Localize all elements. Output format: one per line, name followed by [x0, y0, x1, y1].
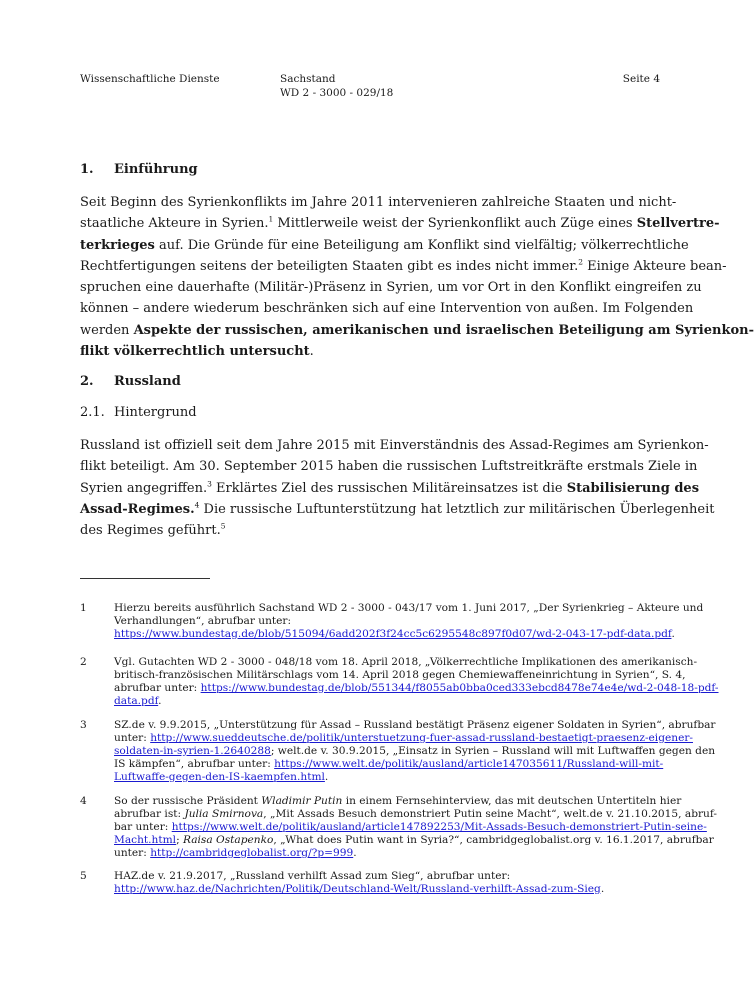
footnote-link[interactable]: https://www.welt.de/politik/ausland/article147035611/Russland-will-mit- — [274, 757, 664, 770]
footnote-link[interactable]: https://www.bundestag.de/blob/551344/f8055ab0bba0ced333ebcd8478e74e4e/wd-2-048-18-pdf- — [200, 681, 719, 694]
footnote-number: 4 — [80, 795, 87, 807]
footnote-line: Verhandlungen“, abrufbar unter: — [114, 614, 292, 627]
footnote-link[interactable]: http://www.sueddeutsche.de/politik/unterstuetzung-fuer-assad-russland-bestaetigt-praesenz-eigener- — [150, 731, 693, 744]
subsection-2-1-heading — [80, 405, 197, 420]
footnote-line: britisch-französischen Militärschlags vom 14. April 2018 gegen Chemiewaffeneinrichtung in Syrien“, S. 4, — [114, 668, 686, 681]
footnote-ref[interactable]: 1 — [268, 214, 274, 224]
footnote-line: Hierzu bereits ausführlich Sachstand WD 2 - 3000 - 043/17 vom 1. Juni 2017, „Der Syrienkrieg – Akteure und — [114, 602, 704, 614]
footnote-line: https://www.bundestag.de/blob/515094/6add202f3f24cc5c6295548c897f0d07/wd-2-043-17-pdf-data.pdf. — [114, 627, 675, 640]
text-line: flikt völkerrechtlich untersucht. — [80, 344, 314, 360]
footnote-link[interactable]: https://www.bundestag.de/blob/515094/6add202f3f24cc5c6295548c897f0d07/wd-2-043-17-pdf-data.pdf — [114, 627, 672, 640]
footnote-3 — [80, 719, 716, 784]
footnote-link[interactable]: https://www.welt.de/politik/ausland/article147892253/Mit-Assads-Besuch-demonstriert-Putin-seine- — [171, 820, 707, 833]
footnote-ref[interactable]: 3 — [207, 479, 212, 489]
footnote-ref[interactable]: 5 — [220, 521, 226, 531]
footnote-link[interactable]: soldaten-in-syrien-1.2640288 — [114, 744, 271, 757]
footnote-link[interactable]: http://www.haz.de/Nachrichten/Politik/Deutschland-Welt/Russland-verhilft-Assad-zum-Sieg — [114, 882, 601, 895]
footnote-line: IS kämpfen“, abrufbar unter: https://www.welt.de/politik/ausland/article147035611/Russland-will-mit- — [114, 757, 664, 770]
footnote-line: So der russische Präsident Wladimir Putin in einem Fernsehinterview, das mit deutschen Untertiteln hier — [114, 795, 682, 807]
footnote-ref[interactable]: 4 — [194, 500, 200, 510]
header-doc-info — [280, 72, 393, 100]
footnote-link[interactable]: data.pdf — [114, 694, 159, 707]
footnote-4 — [80, 795, 717, 860]
footnote-line: SZ.de v. 9.9.2015, „Unterstützung für Assad – Russland bestätigt Präsenz eigener Soldaten in Syrien“, abrufbar — [114, 719, 716, 731]
text-line: Syrien angegriffen.$^3$ Erklärtes Ziel des russischen Militäreinsatzes ist die Stabilisierung des — [80, 479, 700, 496]
footnote-ref[interactable]: 2 — [578, 257, 583, 267]
section-title: Russland — [114, 374, 181, 389]
footnote-number: 2 — [80, 656, 87, 668]
footnote-line: Luftwaffe-gegen-den-IS-kaempfen.html. — [114, 770, 329, 783]
text-line: des Regimes geführt.$^5$ — [80, 521, 226, 539]
subsection-title: Hintergrund — [114, 405, 197, 420]
section-1-paragraph — [80, 192, 754, 362]
text-line: Rechtfertigungen seitens der beteiligten Staaten gibt es indes nicht immer.$^2$ Einige Akteure bean- — [80, 257, 727, 274]
footnote-2 — [80, 656, 719, 708]
footnote-line: abrufbar ist: Julia Smirnova, „Mit Assads Besuch demonstriert Putin seine Macht“, welt.de v. 21.10.2015, abruf- — [114, 807, 717, 820]
footnote-line: data.pdf. — [114, 694, 162, 707]
text-line: Assad-Regimes.$^4$ Die russische Luftunterstützung hat letztlich zur militärischen Überlegenheit — [80, 500, 715, 517]
footnote-link[interactable]: Macht.html — [114, 833, 177, 846]
footnote-separator — [80, 578, 210, 579]
text-line: spruchen eine dauerhafte (Militär-)Präsenz in Syrien, um vor Ort in den Konflikt eingreifen zu — [80, 280, 702, 296]
footnote-number: 1 — [80, 602, 87, 614]
footnote-number: 5 — [80, 870, 87, 882]
text-line: terkrieges auf. Die Gründe für eine Beteiligung am Konflikt sind vielfältig; völkerrechtliche — [80, 237, 689, 253]
text-line: flikt beteiligt. Am 30. September 2015 haben die russischen Luftstreitkräfte erstmals Ziele in — [80, 459, 698, 475]
footnote-line: bar unter: https://www.welt.de/politik/ausland/article147892253/Mit-Assads-Besuch-demonstriert-Putin-seine- — [114, 820, 707, 833]
footnote-5 — [80, 870, 660, 896]
footnote-link[interactable]: Luftwaffe-gegen-den-IS-kaempfen.html — [114, 770, 325, 783]
header-department: Wissenschaftliche Dienste — [80, 73, 220, 85]
footnote-line: soldaten-in-syrien-1.2640288; welt.de v. 30.9.2015, „Einsatz in Syrien – Russland will mit Luftwaffen gegen den — [114, 744, 716, 757]
footnote-line: http://www.haz.de/Nachrichten/Politik/Deutschland-Welt/Russland-verhilft-Assad-zum-Sieg. — [114, 882, 605, 895]
footnote-line: Macht.html; Raisa Ostapenko, „What does Putin want in Syria?“, cambridgeglobalist.org v. 16.1.2017, abrufbar — [114, 833, 714, 846]
subsection-number: 2.1. — [80, 405, 105, 420]
section-2-paragraph — [80, 435, 715, 541]
footnote-line: abrufbar unter: https://www.bundestag.de/blob/551344/f8055ab0bba0ced333ebcd8478e74e4e/wd-2-048-18-pdf- — [114, 681, 719, 694]
section-number: 2. — [80, 374, 94, 389]
footnote-line: unter: http://cambridgeglobalist.org/?p=999. — [114, 846, 357, 859]
section-2-heading — [80, 374, 181, 389]
section-1-heading — [80, 162, 198, 177]
text-line: staatliche Akteure in Syrien.$^1$ Mittlerweile weist der Syrienkonflikt auch Züge eines Stellvertre- — [80, 214, 720, 232]
footnote-link[interactable]: http://cambridgeglobalist.org/?p=999 — [150, 846, 354, 859]
header-page-number: Seite 4 — [622, 73, 660, 85]
text-line: Russland ist offiziell seit dem Jahre 2015 mit Einverständnis des Assad-Regimes am Syrienkon- — [80, 438, 709, 453]
section-number: 1. — [80, 162, 94, 177]
footnote-1 — [80, 602, 704, 641]
footnote-line: HAZ.de v. 21.9.2017, „Russland verhilft Assad zum Sieg“, abrufbar unter: — [114, 870, 511, 882]
text-line: Seit Beginn des Syrienkonflikts im Jahre 2011 intervenieren zahlreiche Staaten und nicht- — [80, 195, 677, 210]
header-doc-type: Sachstand — [280, 73, 336, 85]
text-line: werden Aspekte der russischen, amerikanischen und israelischen Beteiligung am Syrienkon- — [80, 322, 754, 338]
footnote-line: Vgl. Gutachten WD 2 - 3000 - 048/18 vom 18. April 2018, „Völkerrechtliche Implikationen des amerikanisch- — [114, 656, 698, 668]
footnote-number: 3 — [80, 719, 87, 731]
section-title: Einführung — [114, 162, 198, 177]
footnote-line: unter: http://www.sueddeutsche.de/politik/unterstuetzung-fuer-assad-russland-bestaetigt-praesenz-eigener- — [114, 731, 693, 744]
text-line: können – andere wiederum beschränken sich auf eine Intervention von außen. Im Folgenden — [80, 301, 694, 317]
header-doc-number: WD 2 - 3000 - 029/18 — [280, 87, 394, 99]
